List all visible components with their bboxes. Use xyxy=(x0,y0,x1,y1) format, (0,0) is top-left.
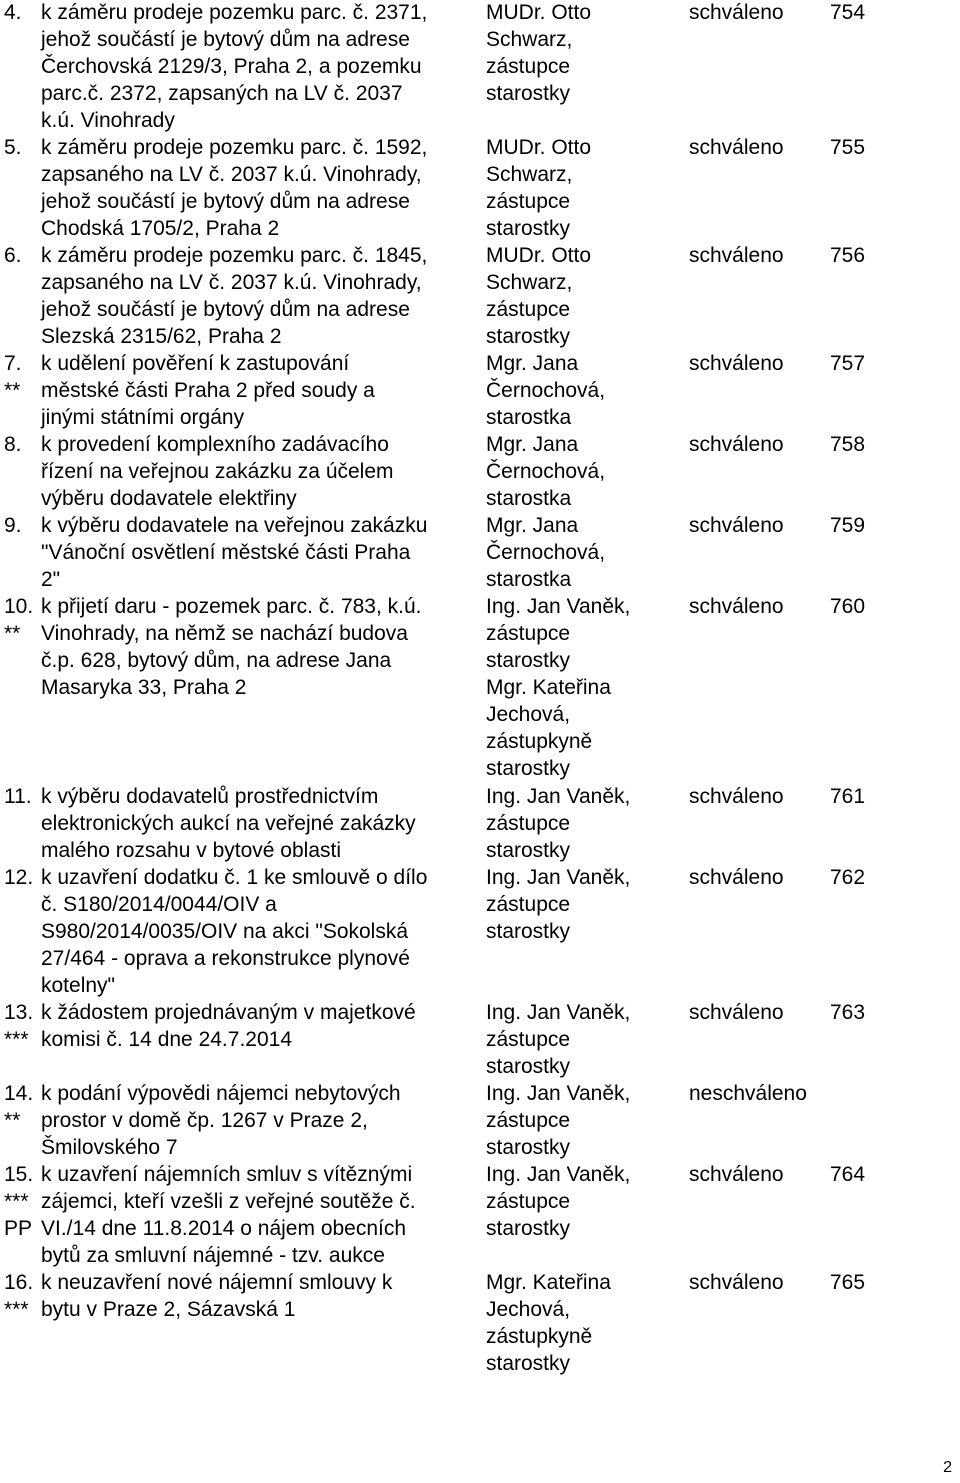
item-number: 14. ** xyxy=(4,1082,34,1132)
item-number: 13. *** xyxy=(4,1001,34,1051)
item-presenter: Mgr. Jana Černochová, starostka xyxy=(486,433,606,510)
item-resolution-number: 754 xyxy=(830,1,866,24)
item-resolution-number: 755 xyxy=(830,136,866,159)
item-presenter: Ing. Jan Vaněk, zástupce starostky xyxy=(486,1001,631,1078)
item-resolution-number: 762 xyxy=(830,866,866,889)
item-presenter: MUDr. Otto Schwarz, zástupce starostky xyxy=(486,1,592,105)
item-subject: k přijetí daru - pozemek parc. č. 783, k.ú. Vinohrady, na němž se nachází budova č.p. 628, bytový dům, na adrese Jana Masaryka 33, Praha 2 xyxy=(41,595,422,699)
item-number: 10. ** xyxy=(4,595,34,645)
item-subject: k výběru dodavatele na veřejnou zakázku "Vánoční osvětlení městské části Praha 2" xyxy=(41,514,428,591)
item-subject: k uzavření dodatku č. 1 ke smlouvě o dílo č. S180/2014/0044/OIV a S980/2014/0035/OIV na akci "Sokolská 27/464 - oprava a rekonstrukce plynové kotelny" xyxy=(41,866,428,997)
item-subject: k provedení komplexního zadávacího řízení na veřejnou zakázku za účelem výběru dodavatele elektřiny xyxy=(41,433,394,510)
item-result: schváleno xyxy=(689,136,784,159)
item-resolution-number: 758 xyxy=(830,433,866,456)
item-result: neschváleno xyxy=(689,1082,807,1105)
item-presenter: Ing. Jan Vaněk, zástupce starostky xyxy=(486,866,631,943)
item-resolution-number: 756 xyxy=(830,244,866,267)
item-result: schváleno xyxy=(689,1001,784,1024)
item-number: 7. ** xyxy=(4,352,22,402)
item-result: schváleno xyxy=(689,785,784,808)
item-number: 8. xyxy=(4,433,22,456)
item-result: schváleno xyxy=(689,866,784,889)
item-resolution-number: 760 xyxy=(830,595,866,618)
item-presenter: Ing. Jan Vaněk, zástupce starostky xyxy=(486,1163,631,1240)
item-subject: k záměru prodeje pozemku parc. č. 2371, jehož součástí je bytový dům na adrese Čerchovská 2129/3, Praha 2, a pozemku parc.č. 2372, zapsaných na LV č. 2037 k.ú. Vinohrady xyxy=(41,1,428,132)
item-resolution-number: 765 xyxy=(830,1271,866,1294)
item-presenter: Ing. Jan Vaněk, zástupce starostky Mgr. Kateřina Jechová, zástupkyně starostky xyxy=(486,595,631,780)
item-subject: k uzavření nájemních smluv s vítěznými zájemci, kteří vzešli z veřejné soutěže č. VI./14 dne 11.8.2014 o nájem obecních bytů za smluvní nájemné - tzv. aukce xyxy=(41,1163,416,1267)
item-result: schváleno xyxy=(689,352,784,375)
item-presenter: Ing. Jan Vaněk, zástupce starostky xyxy=(486,785,631,862)
item-result: schváleno xyxy=(689,1,784,24)
item-resolution-number: 757 xyxy=(830,352,866,375)
item-subject: k výběru dodavatelů prostřednictvím elektronických aukcí na veřejné zakázky malého rozsahu v bytové oblasti xyxy=(41,785,416,862)
item-resolution-number: 763 xyxy=(830,1001,866,1024)
item-result: schváleno xyxy=(689,433,784,456)
item-number: 15. *** PP xyxy=(4,1163,34,1240)
item-number: 16. *** xyxy=(4,1271,34,1321)
item-presenter: Mgr. Jana Černochová, starostka xyxy=(486,352,606,429)
item-result: schváleno xyxy=(689,595,784,618)
item-resolution-number: 761 xyxy=(830,785,866,808)
item-result: schváleno xyxy=(689,1163,784,1186)
page-number: 2 xyxy=(943,1459,952,1476)
item-resolution-number: 759 xyxy=(830,514,866,537)
item-subject: k záměru prodeje pozemku parc. č. 1845, zapsaného na LV č. 2037 k.ú. Vinohrady, jehož součástí je bytový dům na adrese Slezská 2315/62, Praha 2 xyxy=(41,244,428,348)
item-number: 6. xyxy=(4,244,22,267)
item-result: schváleno xyxy=(689,1271,784,1294)
item-number: 5. xyxy=(4,136,22,159)
item-number: 4. xyxy=(4,1,22,24)
item-number: 9. xyxy=(4,514,22,537)
item-presenter: Mgr. Jana Černochová, starostka xyxy=(486,514,606,591)
item-result: schváleno xyxy=(689,514,784,537)
item-presenter: Ing. Jan Vaněk, zástupce starostky xyxy=(486,1082,631,1159)
item-subject: k neuzavření nové nájemní smlouvy k bytu v Praze 2, Sázavská 1 xyxy=(41,1271,393,1321)
item-number: 12. xyxy=(4,866,34,889)
item-presenter: MUDr. Otto Schwarz, zástupce starostky xyxy=(486,244,592,348)
item-result: schváleno xyxy=(689,244,784,267)
item-number: 11. xyxy=(4,785,32,808)
item-subject: k žádostem projednávaným v majetkové komisi č. 14 dne 24.7.2014 xyxy=(41,1001,416,1051)
item-presenter: MUDr. Otto Schwarz, zástupce starostky xyxy=(486,136,592,240)
item-resolution-number: 764 xyxy=(830,1163,866,1186)
item-subject: k udělení pověření k zastupování městské části Praha 2 před soudy a jinými státními orgány xyxy=(41,352,375,429)
item-subject: k záměru prodeje pozemku parc. č. 1592, zapsaného na LV č. 2037 k.ú. Vinohrady, jehož součástí je bytový dům na adrese Chodská 1705/2, Praha 2 xyxy=(41,136,428,240)
item-subject: k podání výpovědi nájemci nebytových prostor v domě čp. 1267 v Praze 2, Šmilovského 7 xyxy=(41,1082,401,1159)
item-presenter: Mgr. Kateřina Jechová, zástupkyně starostky xyxy=(486,1271,611,1375)
